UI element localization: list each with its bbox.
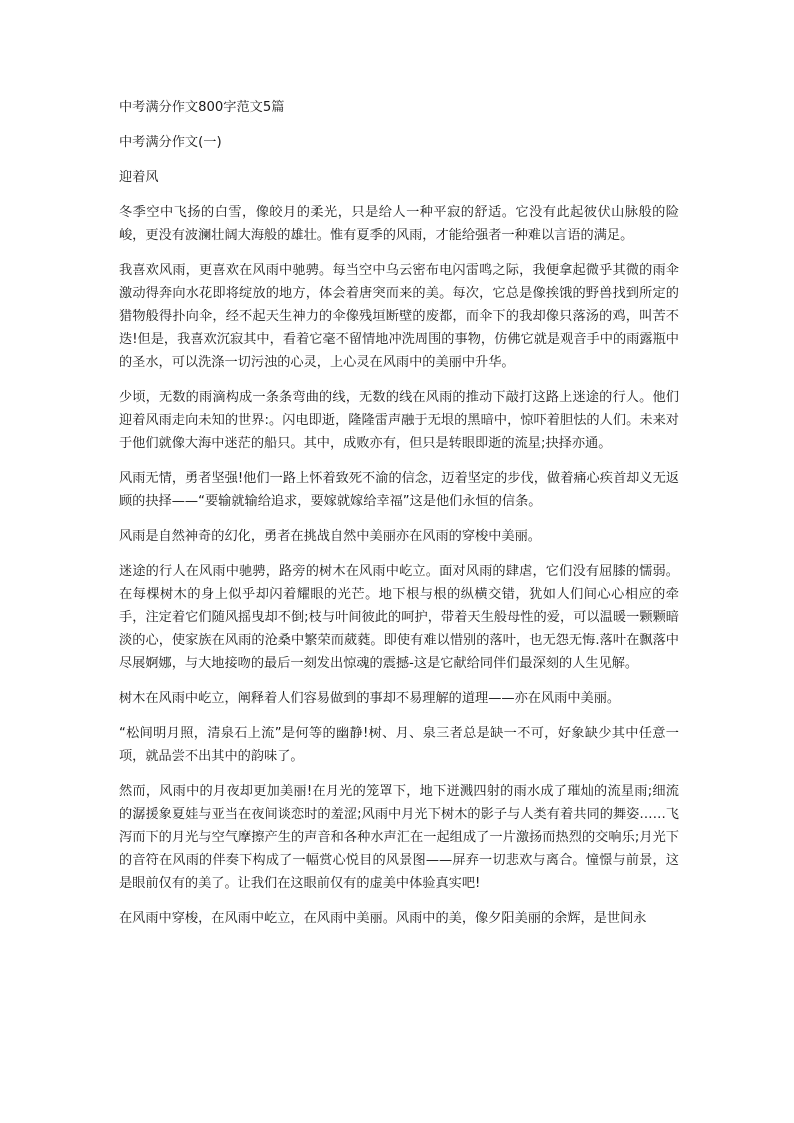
document-page xyxy=(119,96,679,930)
section-title: 中考满分作文(一) xyxy=(119,135,222,150)
paragraph-1: 冬季空中飞扬的白雪，像皎月的柔光，只是给人一种平寂的舒适。它没有此起彼伏山脉般的险峻，更没有波澜壮阔大海般的雄壮。惟有夏季的风雨，才能给强者一种难以言语的满足。 xyxy=(119,205,679,243)
essay-title: 迎着风 xyxy=(119,170,159,185)
paragraph-6: 迷途的行人在风雨中驰骋，路旁的树木在风雨中屹立。面对风雨的肆虐，它们没有屈膝的懦弱。在每棵树木的身上似乎却闪着耀眼的光芒。地下根与根的纵横交错，犹如人们间心心相应的牵手，注定着它们随风摇曳却不倒;枝与叶间彼此的呵护，带着天生般母性的爱，可以温暖一颗颗暗淡的心，使家族在风雨的沧桑中繁荣而葳蕤。即使有难以惜别的落叶，也无怨无悔.落叶在飘落中尽展婀娜，与大地接吻的最后一刻发出惊魂的震撼-这是它献给同伴们最深刻的人生见解。 xyxy=(119,564,679,671)
paragraph-9: 然而，风雨中的月夜却更加美丽!在月光的笼罩下，地下迸溅四射的雨水成了璀灿的流星雨;细流的潺援象夏娃与亚当在夜间谈恋时的羞涩;风雨中月光下树木的影子与人类有着共同的舞姿……飞泻而下的月光与空气摩擦产生的声音和各种水声汇在一起组成了一片激扬而热烈的交响乐;月光下的音符在风雨的伴奏下构成了一幅赏心悦目的风景图——屏弃一切悲欢与离合。憧憬与前景，这是眼前仅有的美了。让我们在这眼前仅有的虚美中体验真实吧! xyxy=(119,784,679,891)
paragraph-4: 风雨无情，勇者坚强!他们一路上怀着致死不渝的信念，迈着坚定的步伐，做着痛心疾首却义无返顾的抉择——“要输就输给追求，要嫁就嫁给幸福”这是他们永恒的信条。 xyxy=(119,471,679,509)
paragraph-10: 在风雨中穿梭，在风雨中屹立，在风雨中美丽。风雨中的美，像夕阳美丽的余辉，是世间永 xyxy=(119,911,647,926)
paragraph-7: 树木在风雨中屹立，阐释着人们容易做到的事却不易理解的道理——亦在风雨中美丽。 xyxy=(119,691,621,706)
paragraph-8: “松间明月照，清泉石上流”是何等的幽静!树、月、泉三者总是缺一不可，好象缺少其中任意一项，就品尝不出其中的韵味了。 xyxy=(119,726,679,764)
paragraph-3: 少顷，无数的雨滴构成一条条弯曲的线，无数的线在风雨的推动下敲打这路上迷途的行人。他们迎着风雨走向未知的世界:。闪电即逝，隆隆雷声融于无垠的黑暗中，惊吓着胆怯的人们。未来对于他们就像大海中迷茫的船只。其中，成败亦有，但只是转眼即逝的流星;抉择亦通。 xyxy=(119,390,679,451)
document-title: 中考满分作文800字范文5篇 xyxy=(119,100,285,115)
paragraph-5: 风雨是自然神奇的幻化，勇者在挑战自然中美丽亦在风雨的穿梭中美丽。 xyxy=(119,529,541,544)
paragraph-2: 我喜欢风雨，更喜欢在风雨中驰骋。每当空中乌云密布电闪雷鸣之际，我便拿起微乎其微的雨伞激动得奔向水花即将绽放的地方，体会着唐突而来的美。每次，它总是像挨饿的野兽找到所定的猎物般得扑向伞，经不起天生神力的伞像残垣断壁的废都，而伞下的我却像只落汤的鸡，叫苦不迭!但是，我喜欢沉寂其中，看着它毫不留情地冲洗周围的事物，仿佛它就是观音手中的雨露瓶中的圣水，可以洗涤一切污浊的心灵，上心灵在风雨中的美丽中升华。 xyxy=(119,263,679,370)
